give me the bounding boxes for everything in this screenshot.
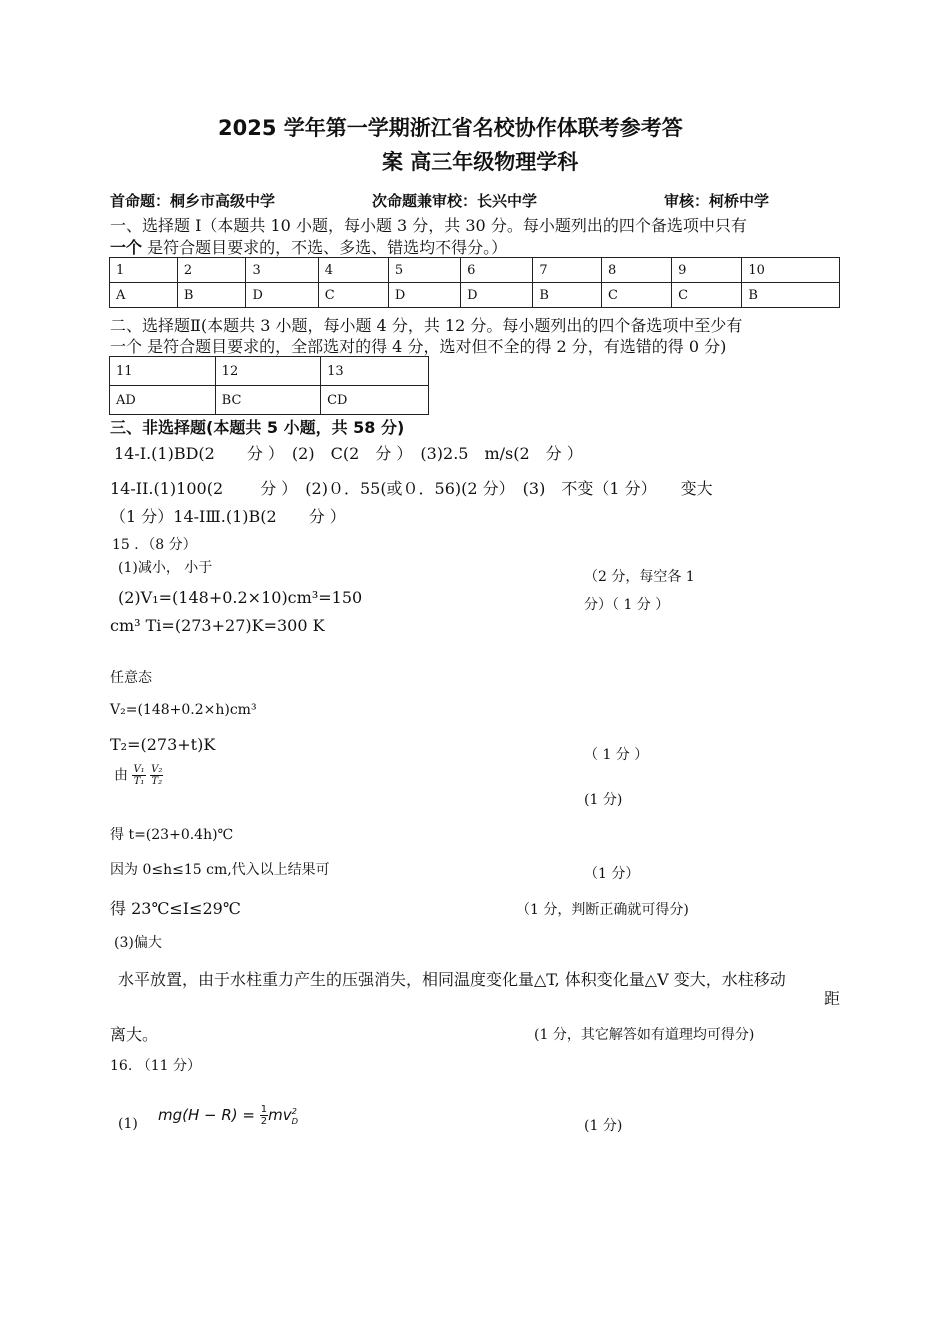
section2-instruction: 二、选择题Ⅱ(本题共 3 小题，每小题 4 分，共 12 分。每小题列出的四个备选项中至少有 (110, 316, 743, 335)
page-subtitle: 案 高三年级物理学科 (382, 150, 579, 174)
q-number: 6 (461, 258, 533, 283)
page-title: 2025 学年第一学期浙江省名校协作体联考参考答 (218, 116, 683, 140)
q15-part1-score-2: 分）（ 1 分 ） (584, 597, 670, 613)
q15-explanation-wrap: 距 (824, 989, 841, 1008)
eq-scripts (292, 1106, 298, 1126)
q15-any-state: 任意态 (110, 670, 152, 686)
table-row (110, 283, 840, 308)
q-answer: C (672, 283, 742, 308)
q-answer: AD (110, 386, 216, 415)
fraction-v1-t1 (132, 764, 145, 787)
section1-instruction-2 (110, 235, 507, 258)
q-number: 12 (215, 357, 320, 386)
eq-sub: D (291, 1115, 299, 1126)
q15-result-t: 得 t=(23+0.4h)℃ (110, 827, 234, 843)
q16-part1-score: (1 分) (584, 1118, 623, 1134)
frac-num: V₁ (133, 764, 145, 775)
q15-explanation: 水平放置，由于水柱重力产生的压强消失，相同温度变化量△T, 体积变化量△V 变大，水柱移动 (118, 970, 786, 989)
q-answer: B (742, 283, 840, 308)
frac-den: 2 (260, 1116, 268, 1127)
q14-3-answer: （1 分）14-IⅢ.(1)B(2 分 ） (110, 507, 346, 526)
q15-t2: T₂=(273+t)K (110, 735, 216, 754)
q-answer: B (177, 283, 246, 308)
q15-part2-t1: cm³ Ti=(273+27)K=300 K (110, 616, 325, 635)
checker-school: 审核：柯桥中学 (664, 192, 770, 210)
q-number: 3 (246, 258, 318, 283)
q15-part2-v1: (2)V₁=(148+0.2×10)cm³=150 (118, 588, 363, 607)
q15-part1: (1)减小， 小于 (118, 560, 213, 576)
q-answer: CD (321, 386, 429, 415)
q14-2-answer: 14-II.(1)100(2 分 ） (2)０．55(或０．56)(2 分） (3) 不变（1 分） 变大 (110, 479, 713, 498)
fraction-half (260, 1104, 268, 1127)
q15-t2-score: （ 1 分 ） (584, 747, 649, 763)
section1-line1: 一、选择题 I（本题共 10 小题，每小题 3 分，共 30 分。每小题列出的四个备选项中只有 (110, 216, 747, 235)
q15-part3: (3)偏大 (114, 935, 162, 951)
setter-school: 首命题：桐乡市高级中学 (110, 192, 276, 210)
section2-answer-table (109, 356, 429, 415)
section1-line2-lead: 一个 (110, 238, 143, 257)
q-answer: D (246, 283, 318, 308)
q16-energy-equation (158, 1104, 298, 1127)
q-number: 10 (742, 258, 840, 283)
section1-line2-rest: 是符合题目要求的，不选、多选、错选均不得分。） (142, 238, 508, 257)
q15-v2: V₂=(148+0.2×h)cm³ (110, 702, 257, 718)
frac-den: T₂ (151, 776, 163, 787)
eq-right: mv (268, 1106, 292, 1124)
eq-left: mg(H − R) = (158, 1106, 260, 1124)
reviewer-school: 次命题兼审校：长兴中学 (372, 192, 538, 210)
section3-title: 三、非选择题(本题共 5 小题，共 58 分) (110, 418, 405, 437)
eq-sup: 2 (291, 1105, 297, 1116)
q-answer: B (533, 283, 602, 308)
q-number: 4 (318, 258, 388, 283)
q-number: 8 (601, 258, 671, 283)
q15-range-reason: 因为 0≤h≤15 cm,代入以上结果可 (110, 862, 330, 878)
q16-part1-label: (1) (118, 1116, 138, 1132)
q-answer: D (388, 283, 460, 308)
q15-gas-law-score: (1 分) (584, 792, 623, 808)
q15-gas-law-lead: 由 (114, 767, 128, 784)
q15-explanation-end: 离大。 (110, 1025, 159, 1044)
table-row (110, 258, 840, 283)
q15-range-result: 得 23℃≤I≤29℃ (110, 899, 241, 918)
q-answer: A (110, 283, 178, 308)
q-answer: D (461, 283, 533, 308)
frac-num: V₂ (151, 764, 163, 775)
q-number: 11 (110, 357, 216, 386)
q15-gas-law (114, 764, 163, 787)
q14-1-answer: 14-I.(1)BD(2 分 ） (2) C(2 分 ） (3)2.5 m/s(2 分 ） (114, 444, 583, 463)
q15-heading: 15 ．（8 分） (112, 537, 197, 553)
table-row (110, 357, 429, 386)
q15-range-reason-score: （1 分） (584, 866, 640, 882)
q-number: 2 (177, 258, 246, 283)
q15-range-result-score: （1 分，判断正确就可得分) (516, 902, 689, 918)
q-answer: BC (215, 386, 320, 415)
fraction-v2-t2 (150, 764, 163, 787)
q15-part1-score: （2 分，每空各 1 (584, 569, 695, 585)
section2-instruction-2: 一个 是符合题目要求的，全部选对的得 4 分，选对但不全的得 2 分，有选错的得 0 分) (110, 337, 727, 356)
q-answer: C (318, 283, 388, 308)
table-row (110, 386, 429, 415)
q16-heading: 16. （11 分） (110, 1058, 201, 1074)
q-number: 13 (321, 357, 429, 386)
q-number: 1 (110, 258, 178, 283)
frac-den: T₁ (133, 776, 145, 787)
q-number: 5 (388, 258, 460, 283)
q-answer: C (601, 283, 671, 308)
q15-explanation-score: (1 分，其它解答如有道理均可得分) (534, 1027, 755, 1043)
q-number: 7 (533, 258, 602, 283)
section1-instruction (110, 213, 747, 236)
q-number: 9 (672, 258, 742, 283)
section1-answer-table (109, 257, 840, 308)
frac-num: 1 (260, 1104, 268, 1115)
